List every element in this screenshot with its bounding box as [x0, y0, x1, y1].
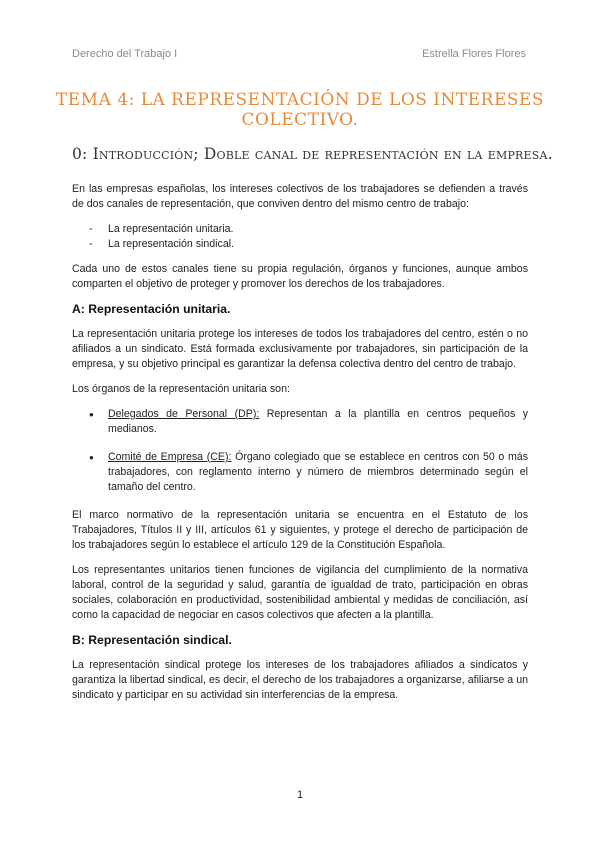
section-a-heading: A: Representación unitaria. [72, 302, 231, 316]
list-item: - La representación unitaria. [89, 222, 528, 237]
section-a-paragraph-3: El marco normativo de la representación unitaria se encuentra en el Estatuto de los Trabajadores, Títulos II y III, artículos 61 y siguientes, y protege el derecho de participación de los trabajadores según lo establece el artículo 129 de la Constitución Española. [72, 509, 528, 551]
section-b-paragraph-1: La representación sindical protege los intereses de los trabajadores afiliados a sindicatos y garantiza la libertad sindical, es decir, el derecho de los trabajadores a organizarse, afiliarse a un sindicato y participar en su actividad sin interferencias de la empresa. [72, 659, 528, 701]
page-number: 1 [296, 789, 304, 801]
organ-term: Comité de Empresa (CE): [108, 451, 232, 463]
header-course: Derecho del Trabajo I [72, 48, 178, 60]
organ-description: Órgano colegiado que se establece en centros con 50 o más trabajadores, con reglamento interno y número de miembros determinado según el tamaño del centro. [108, 451, 528, 493]
page-title: TEMA 4: LA REPRESENTACIÓN DE LOS INTERESES COLECTIVO. [55, 90, 545, 130]
intro-paragraph-2: Cada uno de estos canales tiene su propia regulación, órganos y funciones, aunque ambos comparten el objetivo de proteger y promover los derechos de los trabajadores. [72, 263, 528, 290]
header-author: Estrella Flores Flores [422, 48, 526, 60]
list-item [89, 407, 528, 437]
organ-term: Delegados de Personal (DP): [108, 408, 260, 420]
document-body [72, 182, 528, 713]
section-a-paragraph-1: La representación unitaria protege los intereses de todos los trabajadores del centro, estén o no afiliados a un sindicato. Está formada exclusivamente por trabajadores, sin participación de la empresa, y su objetivo principal es garantizar la defensa colectiva dentro del centro de trabajo. [72, 328, 528, 370]
intro-paragraph-1: En las empresas españolas, los intereses colectivos de los trabajadores se defienden a través de dos canales de representación, que conviven dentro del mismo centro de trabajo: [72, 183, 528, 210]
list-item: - La representación sindical. [89, 237, 528, 252]
channels-list [72, 222, 528, 252]
organ-description: Representan a la plantilla en centros pequeños y medianos. [108, 408, 528, 435]
section-a-paragraph-4: Los representantes unitarios tienen funciones de vigilancia del cumplimiento de la normativa laboral, control de la seguridad y salud, garantía de igualdad de trato, participación en obras sociales, colaboración en productividad, sostenibilidad ambiental y medidas de conciliación, así como la capacidad de negociar en casos colectivos que afecten a la plantilla. [72, 564, 528, 621]
organs-list [72, 407, 528, 495]
list-item [89, 450, 528, 495]
section-0-heading: 0: Introducción; Doble canal de representación en la empresa. [72, 145, 553, 163]
section-b-heading: B: Representación sindical. [72, 633, 232, 647]
section-a-paragraph-2: Los órganos de la representación unitaria son: [72, 383, 290, 395]
